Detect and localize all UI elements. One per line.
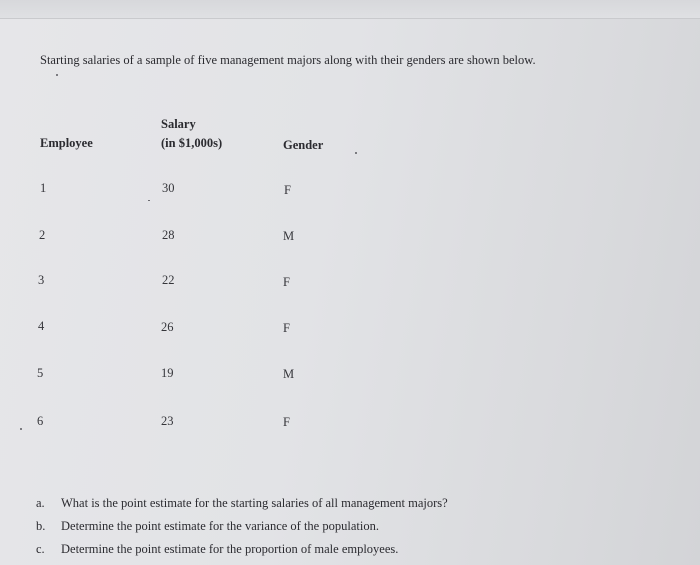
question-letter: c. — [36, 542, 45, 556]
employee-cell: 6 — [37, 414, 44, 428]
gender-cell: M — [283, 229, 295, 243]
question-item — [36, 515, 448, 538]
paper-speck — [148, 200, 150, 201]
salary-cell: 23 — [161, 414, 174, 428]
salary-header-line1: Salary — [161, 117, 196, 131]
question-list — [36, 492, 448, 561]
question-text: What is the point estimate for the starting salaries of all management majors? — [61, 496, 448, 510]
salary-cell: 22 — [162, 273, 175, 287]
gender-cell: F — [283, 321, 290, 335]
page-top-edge — [0, 0, 700, 19]
question-item — [36, 538, 448, 561]
paper-speck — [355, 152, 357, 154]
salary-cell: 30 — [162, 181, 175, 195]
employee-cell: 2 — [39, 228, 46, 242]
gender-cell: F — [283, 275, 290, 289]
salary-column-header — [161, 115, 222, 153]
employee-column-header: Employee — [40, 136, 93, 150]
question-text: Determine the point estimate for the proportion of male employees. — [61, 542, 399, 556]
paper-speck — [56, 74, 58, 76]
gender-column-header: Gender — [283, 138, 324, 152]
employee-cell: 5 — [37, 366, 44, 380]
question-letter: a. — [36, 496, 45, 510]
salary-cell: 26 — [161, 320, 174, 334]
paper-speck — [20, 428, 22, 430]
employee-cell: 4 — [38, 319, 45, 333]
employee-cell: 1 — [40, 181, 47, 195]
salary-cell: 28 — [162, 228, 175, 242]
salary-header-line2: (in $1,000s) — [161, 136, 223, 150]
question-letter: b. — [36, 519, 46, 533]
gender-cell: M — [283, 367, 295, 381]
question-item — [36, 492, 448, 515]
question-text: Determine the point estimate for the variance of the population. — [61, 519, 379, 533]
gender-cell: F — [283, 415, 290, 429]
salary-cell: 19 — [161, 366, 174, 380]
employee-cell: 3 — [38, 273, 45, 287]
gender-cell: F — [284, 183, 291, 197]
intro-text: Starting salaries of a sample of five management majors along with their genders are shown below. — [40, 53, 536, 67]
